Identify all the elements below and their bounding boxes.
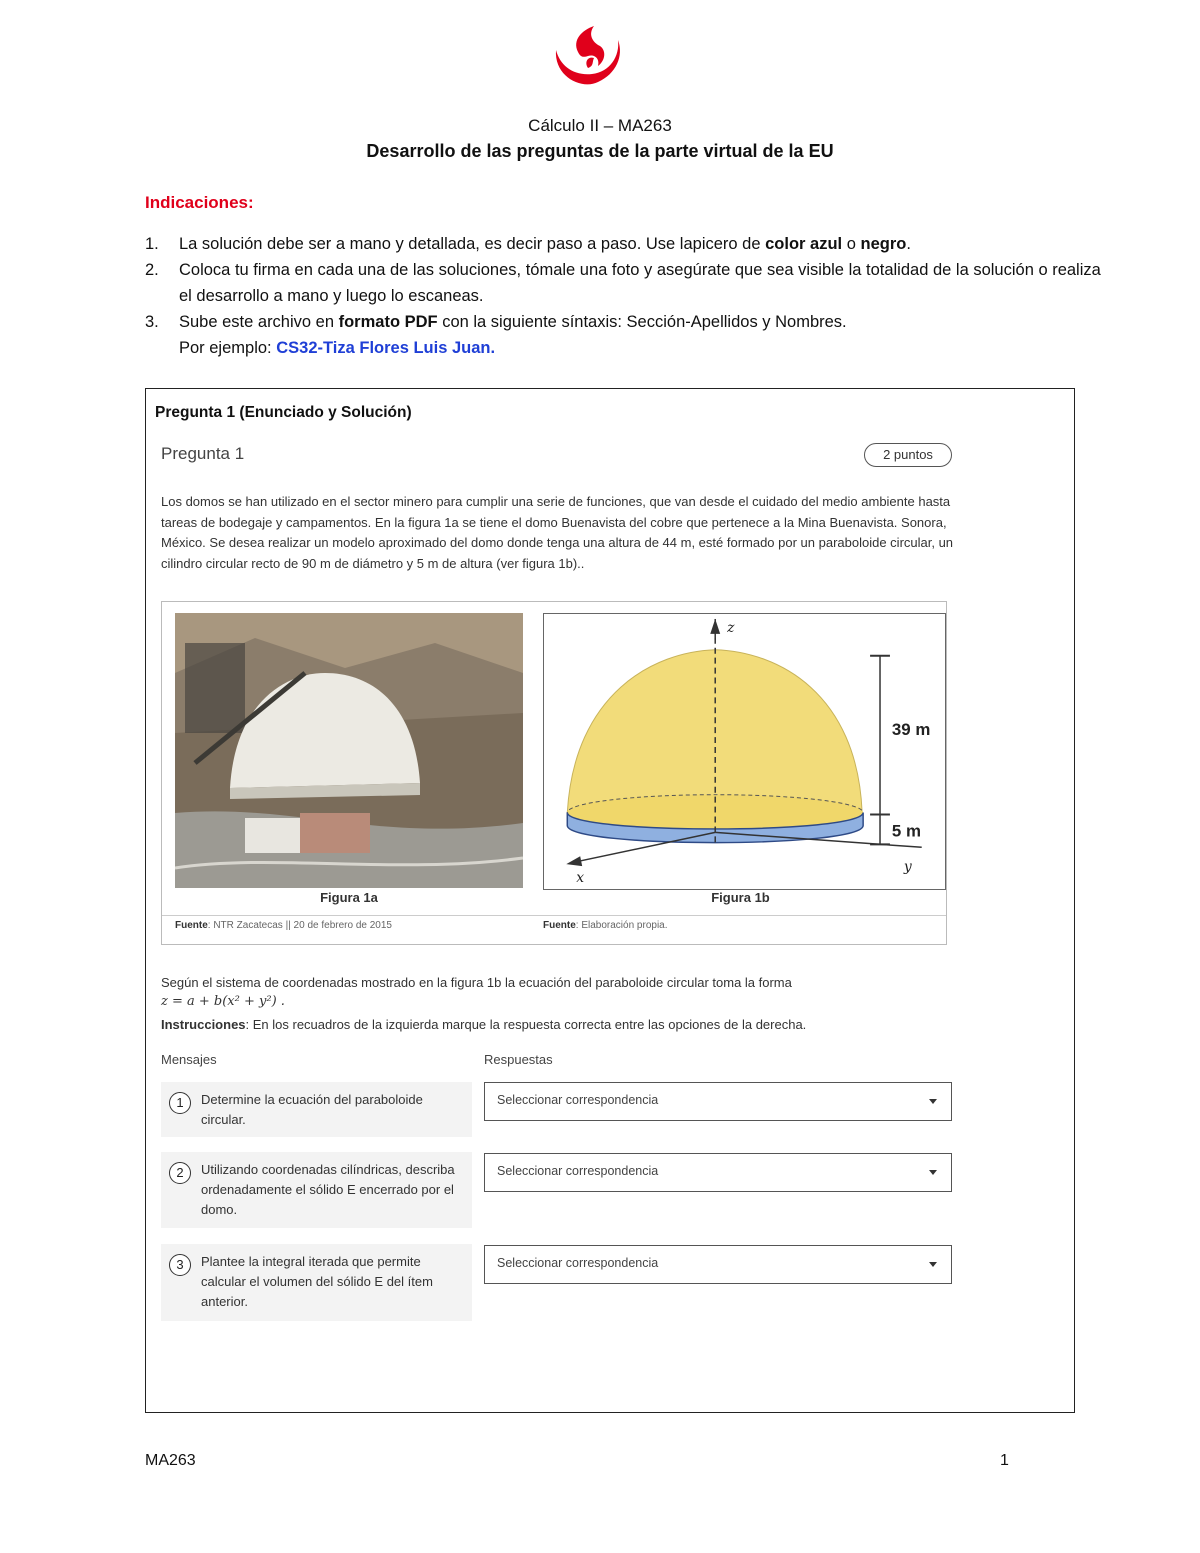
question-text-2: Según el sistema de coordenadas mostrado en la figura 1b la ecuación del paraboloide circular toma la forma <box>161 975 792 990</box>
base-label: 5 m <box>891 821 921 841</box>
question-title: Pregunta 1 <box>161 444 245 463</box>
answers-column-header: Respuestas <box>484 1052 553 1067</box>
course-title: Cálculo II – MA263 <box>528 116 672 135</box>
indications-heading: Indicaciones: <box>145 193 254 212</box>
indication-item-3: 3. Sube este archivo en formato PDF con la siguiente síntaxis: Sección-Apellidos y Nombres. Por ejemplo: CS32-Tiza Flores Luis Juan. <box>145 313 847 357</box>
figure-1b-source: Fuente: Elaboración propia. <box>543 920 668 931</box>
points-badge: 2 puntos <box>864 443 952 467</box>
question-text: Los domos se han utilizado en el sector minero para cumplir una serie de funciones, que van desde el cuidado del medio ambiente hasta tareas de bodegaje y campamentos. En la figura 1a se tiene el domo Buenavista del cobre que pertenece a la Mina Buenavista. Sonora, México. Se desea realizar un modelo aproximado del domo donde tenga una altura de 44 m, esté formado por un paraboloide circular, un cilindro circular recto de 90 m de diámetro y 5 m de altura (ver figura 1b).. <box>161 494 954 571</box>
answer-select-2[interactable]: Seleccionar correspondencia <box>484 1153 952 1192</box>
answer-select-3[interactable]: Seleccionar correspondencia <box>484 1245 952 1284</box>
axis-x-label: x <box>576 870 585 887</box>
example-filename: CS32-Tiza Flores Luis Juan. <box>276 339 496 357</box>
message-item-3: 3 Plantee la integral iterada que permite calcular el volumen del sólido E del ítem anterior. <box>161 1244 472 1321</box>
indications-list <box>145 231 1105 361</box>
figure-1a-caption: Figura 1a <box>320 890 378 905</box>
paraboloid-formula: z = a + b(x² + y²) . <box>161 994 285 1009</box>
figure-1a-source: Fuente: NTR Zacatecas || 20 de febrero de 2015 <box>175 920 392 931</box>
message-item-2: 2 Utilizando coordenadas cilíndricas, describa ordenadamente el sólido E encerrado por el domo. <box>161 1152 472 1228</box>
chevron-down-icon <box>929 1262 937 1267</box>
footer-course-code: MA263 <box>145 1452 196 1469</box>
indication-item-1: 1. La solución debe ser a mano y detallada, es decir paso a paso. Use lapicero de color azul o negro. <box>145 235 911 253</box>
university-logo-icon <box>548 22 628 92</box>
answer-select-1[interactable]: Seleccionar correspondencia <box>484 1082 952 1121</box>
axis-z-label: z <box>727 619 735 636</box>
footer-page-number: 1 <box>1000 1452 1009 1469</box>
question-heading: Pregunta 1 (Enunciado y Solución) <box>155 404 412 421</box>
messages-column-header: Mensajes <box>161 1052 217 1067</box>
height-label: 39 m <box>891 720 931 740</box>
matching-instructions: Instrucciones: En los recuadros de la izquierda marque la respuesta correcta entre las opciones de la derecha. <box>161 1017 807 1032</box>
document-title: Desarrollo de las preguntas de la parte virtual de la EU <box>366 141 834 161</box>
figure-divider <box>162 915 946 916</box>
dome-photo <box>175 613 523 888</box>
chevron-down-icon <box>929 1099 937 1104</box>
chevron-down-icon <box>929 1170 937 1175</box>
indication-item-2: 2. Coloca tu firma en cada una de las soluciones, tómale una foto y asegúrate que sea visible la totalidad de la solución o realiza el desarrollo a mano y luego lo escaneas. <box>145 261 1101 305</box>
axis-y-label: y <box>903 859 912 876</box>
message-item-1: 1 Determine la ecuación del paraboloide circular. <box>161 1082 472 1137</box>
paraboloid-diagram <box>543 613 946 890</box>
figure-1b-caption: Figura 1b <box>711 890 770 905</box>
